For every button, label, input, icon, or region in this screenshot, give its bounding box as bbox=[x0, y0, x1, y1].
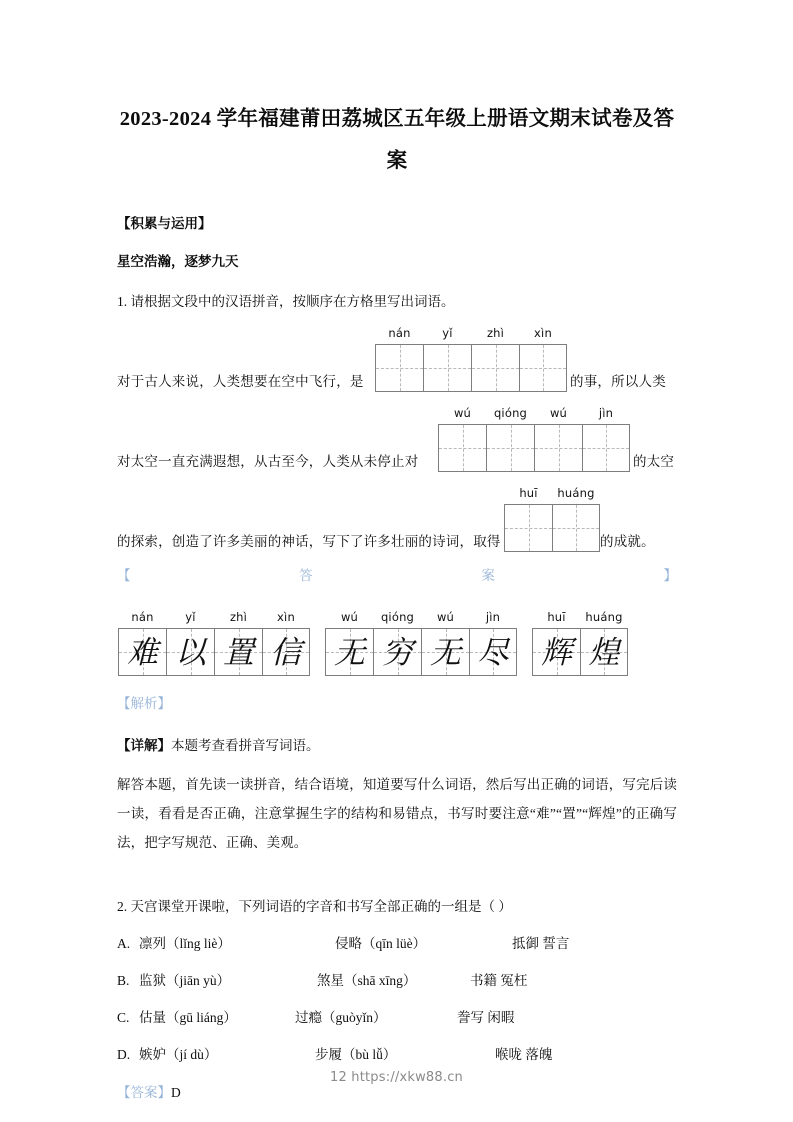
pinyin-label: wú bbox=[436, 610, 455, 624]
tianzige-grid-1 bbox=[375, 326, 567, 392]
detail-text: 本题考查看拼音写词语。 bbox=[171, 738, 320, 753]
grid-cell bbox=[325, 610, 373, 676]
fill-row-3-lead: 的探索，创造了许多美丽的神话，写下了许多壮丽的诗词，取得 bbox=[117, 534, 501, 549]
option-d-col3: 喉咙 落魄 bbox=[495, 1047, 553, 1062]
option-b-col2: 煞星（shā xīng） bbox=[317, 973, 417, 988]
answer-character: 无 bbox=[334, 634, 365, 670]
explanation-paragraph: 解答本题，首先读一读拼音，结合语境，知道要写什么词语，然后写出正确的词语，写完后读一读，看看是否正确，注意掌握生字的结构和易错点，书写时要注意“难”“置”“辉煌”的正确写法，把字写规范、正确、美观。 bbox=[117, 777, 677, 850]
option-c-col2: 过瘾（guòyǐn） bbox=[295, 1010, 387, 1025]
pinyin-label: huī bbox=[519, 486, 538, 500]
grid-cell bbox=[580, 610, 628, 676]
answer-character: 辉 bbox=[541, 634, 572, 670]
option-c[interactable] bbox=[117, 1008, 677, 1028]
pinyin-label: jìn bbox=[598, 406, 614, 420]
grid-cell bbox=[214, 610, 262, 676]
fill-row-1-lead: 对于古人来说，人类想要在空中飞行，是 bbox=[117, 374, 364, 389]
document-content bbox=[117, 0, 677, 1103]
option-b-label: B. bbox=[117, 973, 130, 988]
grid-cell bbox=[375, 326, 423, 392]
answer-tianzige-group-2 bbox=[325, 610, 517, 676]
grid-cell bbox=[582, 406, 630, 472]
pinyin-label: huī bbox=[547, 610, 566, 624]
tianzige-grid-3 bbox=[504, 486, 600, 552]
grid-cell bbox=[166, 610, 214, 676]
grid-cell bbox=[469, 610, 517, 676]
grid-cell bbox=[262, 610, 310, 676]
answer-character: 难 bbox=[127, 634, 158, 670]
pinyin-label: qióng bbox=[493, 406, 528, 420]
pinyin-label: wú bbox=[453, 406, 472, 420]
pinyin-label: jìn bbox=[485, 610, 501, 624]
grid-cell bbox=[373, 610, 421, 676]
grid-cell bbox=[532, 610, 580, 676]
pinyin-label: nán bbox=[388, 326, 411, 340]
option-c-col3: 誊写 闲暇 bbox=[457, 1010, 515, 1025]
section-heading-accumulation: 【积累与运用】 bbox=[117, 216, 212, 231]
pinyin-label: yǐ bbox=[185, 610, 196, 624]
fill-row-3 bbox=[117, 472, 677, 552]
option-a-col3: 抵御 誓言 bbox=[512, 936, 570, 951]
answer-banner-char-2: 案 bbox=[481, 568, 495, 583]
grid-cell bbox=[552, 486, 600, 552]
answer-character: 信 bbox=[270, 634, 302, 670]
grid-cell bbox=[423, 326, 471, 392]
grid-cell bbox=[421, 610, 469, 676]
answer-character: 置 bbox=[223, 634, 254, 670]
fill-row-2-lead: 对太空一直充满遐想，从古至今，人类从未停止对 bbox=[117, 454, 419, 469]
fill-row-2-tail: 的太空 bbox=[633, 454, 675, 469]
option-a-col2: 侵略（qīn lüè） bbox=[335, 936, 427, 951]
pinyin-label: yǐ bbox=[442, 326, 453, 340]
tianzige-grid-2 bbox=[438, 406, 630, 472]
answer-tianzige-group-3 bbox=[532, 610, 628, 676]
answer-value: D bbox=[171, 1085, 181, 1100]
question-2-stem: 2. 天宫课堂开课啦，下列词语的字音和书写全部正确的一组是（ ） bbox=[117, 899, 512, 914]
grid-cell bbox=[504, 486, 552, 552]
fill-row-2 bbox=[117, 392, 677, 472]
answer-character: 以 bbox=[175, 634, 206, 670]
grid-cell bbox=[486, 406, 534, 472]
option-d[interactable] bbox=[117, 1045, 677, 1065]
grid-cell bbox=[438, 406, 486, 472]
pinyin-label: zhì bbox=[486, 326, 505, 340]
option-b-col1: 监狱（jiān yù） bbox=[139, 973, 231, 988]
answer-character: 穷 bbox=[382, 634, 413, 670]
pinyin-label: xìn bbox=[277, 610, 295, 624]
pinyin-label: wú bbox=[549, 406, 568, 420]
fill-row-1-tail: 的事，所以人类 bbox=[570, 374, 666, 389]
pinyin-label: xìn bbox=[534, 326, 552, 340]
answer-tianzige-group-1 bbox=[118, 610, 310, 676]
pinyin-label: huáng bbox=[557, 486, 595, 500]
option-c-label: C. bbox=[117, 1010, 130, 1025]
option-c-col1: 估量（gū liáng） bbox=[139, 1010, 237, 1025]
question-1-stem: 1. 请根据文段中的汉语拼音，按顺序在方格里写出词语。 bbox=[117, 294, 455, 309]
option-a-col1: 凛列（lǐng liè） bbox=[139, 936, 231, 951]
option-a[interactable] bbox=[117, 934, 677, 954]
option-d-label: D. bbox=[117, 1047, 131, 1062]
pinyin-label: nán bbox=[131, 610, 154, 624]
pinyin-label: huáng bbox=[585, 610, 623, 624]
pinyin-label: zhì bbox=[229, 610, 248, 624]
grid-cell bbox=[471, 326, 519, 392]
page-title: 2023-2024 学年福建莆田荔城区五年级上册语文期末试卷及答案 bbox=[119, 108, 675, 172]
grid-cell bbox=[519, 326, 567, 392]
answer-character: 煌 bbox=[588, 634, 620, 670]
answer-banner-close: 】 bbox=[663, 568, 677, 583]
page-footer: 12 https://xkw88.cn bbox=[330, 1070, 463, 1085]
fill-row-1 bbox=[117, 312, 677, 392]
answer-grid-row bbox=[117, 606, 677, 676]
detail-tag: 【详解】 bbox=[117, 738, 171, 753]
answer-character: 尽 bbox=[477, 634, 509, 670]
pinyin-label: qióng bbox=[380, 610, 415, 624]
subsection-heading: 星空浩瀚，逐梦九天 bbox=[117, 254, 239, 269]
grid-cell bbox=[534, 406, 582, 472]
answer-tag: 【答案】 bbox=[117, 1085, 171, 1100]
answer-banner-char-1: 答 bbox=[299, 568, 313, 583]
option-d-col2: 步履（bù lǚ） bbox=[315, 1047, 397, 1062]
answer-banner bbox=[117, 566, 677, 586]
question-2-answer bbox=[117, 1083, 677, 1103]
pinyin-label: wú bbox=[340, 610, 359, 624]
analysis-tag: 【解析】 bbox=[117, 696, 171, 711]
fill-row-3-tail: 的成就。 bbox=[600, 534, 655, 549]
detail-line bbox=[117, 736, 677, 756]
option-a-label: A. bbox=[117, 936, 131, 951]
answer-banner-open: 【 bbox=[117, 568, 131, 583]
answer-character: 无 bbox=[430, 634, 461, 670]
option-d-col1: 嫉妒（jí dù） bbox=[139, 1047, 218, 1062]
option-b-col3: 书籍 冤枉 bbox=[470, 973, 528, 988]
grid-cell bbox=[118, 610, 166, 676]
option-b[interactable] bbox=[117, 971, 677, 991]
